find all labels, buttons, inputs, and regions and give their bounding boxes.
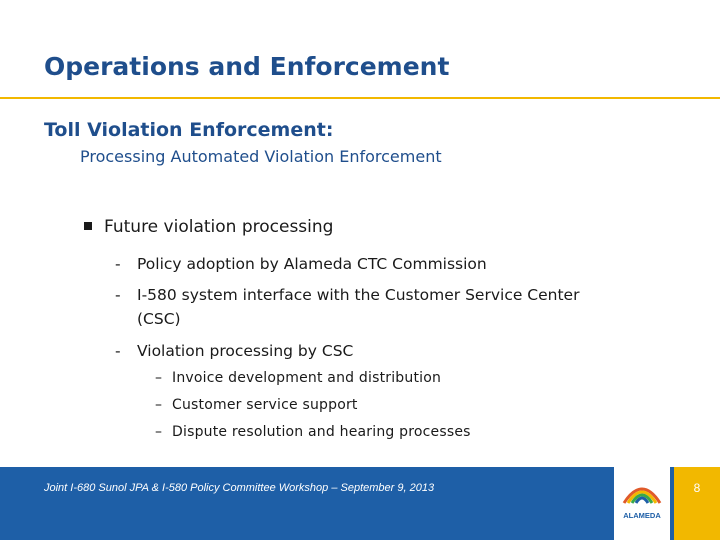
section-heading: Toll Violation Enforcement: — [44, 119, 334, 141]
dash-bullet-icon: - — [115, 286, 121, 304]
footer-bar — [0, 467, 720, 540]
en-dash-bullet-icon: – — [155, 397, 163, 413]
sub-sub-bullet-text: Customer service support — [172, 397, 358, 413]
sub-bullet-policy — [115, 252, 487, 276]
en-dash-bullet-icon: – — [155, 370, 163, 386]
section-subheading: Processing Automated Violation Enforcement — [80, 147, 442, 166]
sub-sub-bullet-text: Dispute resolution and hearing processes — [172, 424, 471, 440]
footer-text: Joint I-680 Sunol JPA & I-580 Policy Committee Workshop – September 9, 2013 — [44, 482, 435, 494]
title-divider — [0, 97, 720, 99]
dash-bullet-icon: - — [115, 255, 121, 273]
slide-title: Operations and Enforcement — [44, 52, 450, 81]
logo-arc-icon — [614, 467, 670, 511]
sub-sub-bullet-text: Invoice development and distribution — [172, 370, 442, 386]
bullet-future-processing — [84, 217, 333, 237]
sub-bullet-text: I-580 system interface with the Customer Service Center — [137, 286, 580, 304]
alameda-logo — [614, 467, 670, 540]
sub-bullet-violation — [115, 339, 353, 363]
square-bullet-icon — [84, 222, 92, 230]
page-number-box — [674, 467, 720, 540]
bullet-text: Future violation processing — [104, 217, 334, 237]
sub-bullet-continuation: (CSC) — [137, 310, 181, 328]
dash-bullet-icon: - — [115, 342, 121, 360]
page-number: 8 — [693, 481, 701, 495]
sub-sub-bullet-invoice — [155, 370, 441, 386]
en-dash-bullet-icon: – — [155, 424, 163, 440]
sub-bullet-interface — [115, 283, 579, 331]
logo-text: ALAMEDA — [623, 511, 661, 520]
sub-sub-bullet-customer — [155, 397, 358, 413]
sub-sub-bullet-dispute — [155, 424, 471, 440]
sub-bullet-text: Violation processing by CSC — [137, 342, 354, 360]
sub-bullet-text: Policy adoption by Alameda CTC Commission — [137, 255, 487, 273]
